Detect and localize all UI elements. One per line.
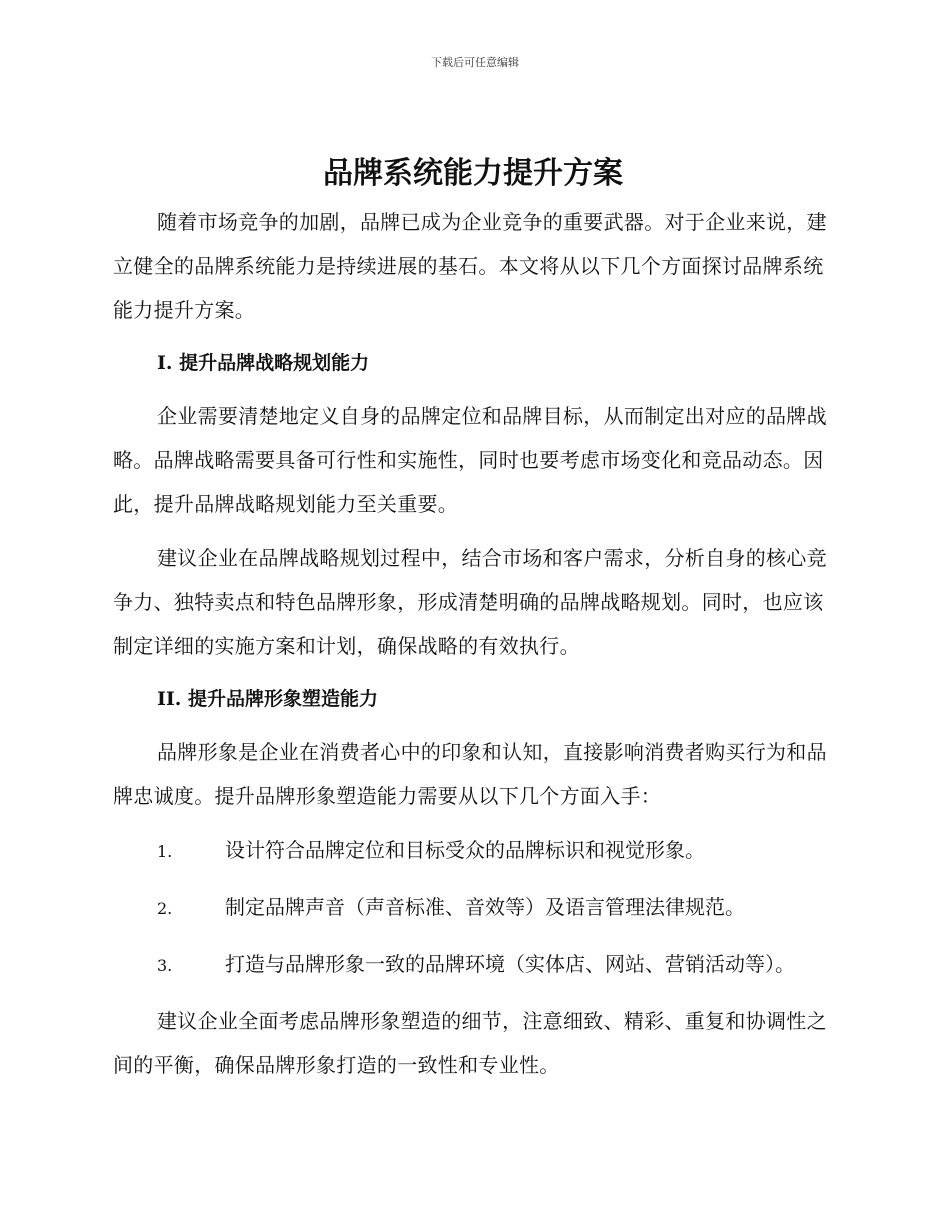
section-heading-2: II. 提升品牌形象塑造能力 [157,688,379,710]
section-1-paragraph-2: 建议企业在品牌战略规划过程中，结合市场和客户需求，分析自身的核心竞争力、独特卖点和特色品牌形象，形成清楚明确的品牌战略规划。同时，也应该制定详细的实施方案和计划，确保战略的有效执行。 [113,546,827,658]
document-body [113,148,833,1087]
section-2-paragraph: 品牌形象是企业在消费者心中的印象和认知，直接影响消费者购买行为和品牌忠诚度。提升品牌形象塑造能力需要从以下几个方面入手： [113,740,827,808]
list-number: 2. [157,899,173,918]
document-title: 品牌系统能力提升方案 [323,156,623,191]
section-heading-1: I. 提升品牌战略规划能力 [157,352,370,374]
list-item [113,942,833,988]
list-number: 1. [157,842,173,861]
page-header-note: 下载后可任意编辑 [431,56,519,69]
list-item [113,828,833,874]
list-text: 打造与品牌形象一致的品牌环境（实体店、网站、营销活动等）。 [225,952,795,976]
list-number: 3. [157,956,173,975]
section-1-paragraph-1: 企业需要清楚地定义自身的品牌定位和品牌目标，从而制定出对应的品牌战略。品牌战略需要具备可行性和实施性，同时也要考虑市场变化和竞品动态。因此，提升品牌战略规划能力至关重要。 [113,404,827,516]
list-text: 制定品牌声音（声音标准、音效等）及语言管理法律规范。 [225,895,745,919]
list-text: 设计符合品牌定位和目标受众的品牌标识和视觉形象。 [225,838,705,862]
intro-paragraph: 随着市场竞争的加剧，品牌已成为企业竞争的重要武器。对于企业来说，建立健全的品牌系统能力是持续进展的基石。本文将从以下几个方面探讨品牌系统能力提升方案。 [113,210,827,322]
list-item [113,885,833,931]
section-2-closing-paragraph: 建议企业全面考虑品牌形象塑造的细节，注意细致、精彩、重复和协调性之间的平衡，确保品牌形象打造的一致性和专业性。 [113,1009,827,1077]
